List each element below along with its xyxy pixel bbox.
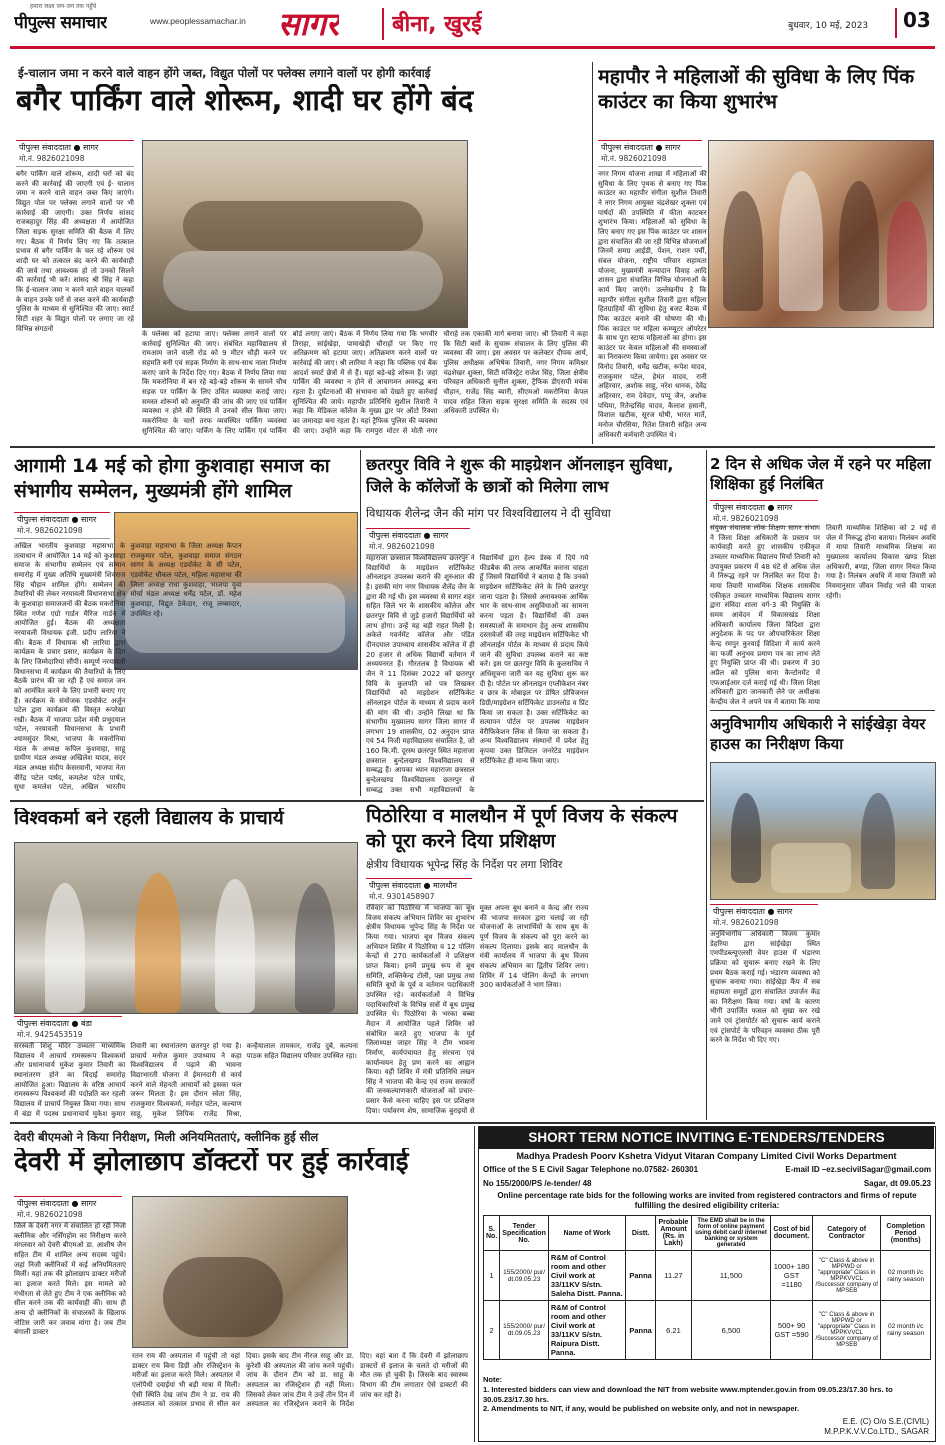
tender-cell: Panna xyxy=(626,1301,656,1360)
tender-table xyxy=(483,1215,931,1360)
story1-body-mid: के फ्लेक्स को हटाया जाए। फ्लेक्स लगाने वालों पर कार्रवाई सुनिश्चित की जाए। संबंधित महाविद्यालय से रामआम जाने वाली रोड को 9 मीटर चौड़ी करने पर सहमति बनी एवं सड़क निर्माण के साथ-साथ नाला निर्माण कराए जाने के निर्देश दिए गए। बैठक में निर्णय लिया गया कि मकरोनिया में बन रहे बड़े-बड़े शोरूम के सामने चौथ सड़क पर पार्किंग के लिए उचित व्यवस्था कराई जाए। समस्त शोरूमों को अनुमति की जांच की जाए एवं पार्किंग व्यवस्था न होने की स्थिति में उनको सील किया जाए। मकरोनिया के चारों तरफ व्यवस्थित पार्किंग व्यवस्था सुनिश्चित की जाए। पार्किंग के लिए पार्किंग एवं पार्किंग बोर्ड लगाए जाएं। बैठक में निर्णय लिया गया कि भगवीर तिराहा, सांईखेड़ा, पामाखेड़ी चौराहों पर किए गए अतिक्रमण को हटाया जाए। अतिक्रमण करने वालों पर कार्रवाई की जाए। श्री लारिया ने कहा कि पब्लिक एवं बैंक आदर्श स्मार्ट छेत्रों में से हैं। यहां बड़े-बड़े शोरूम हैं। जहां पार्किंग की व्यवस्था न होने से आवागमन अवरुद्ध बना रहता है। दुर्घटनाओं की संभावना को देखते हुए कार्रवाई सुनिश्चित की जाये। महापौर प्रतिनिधि सुशील तिवारी ने कहा कि मेडिकल कॉलेज के मुख्य द्वार पर ऑटो रिक्शा का जमावड़ा बना रहता है। यहां ट्रैफिक पुलिस की व्यवस्था की जाए। उन्होंने कहा कि रामपुरा मोटर से मोती नगर चौराहे तक एकाकी मार्ग बनाया जाए। श्री तिवारी ने कहा कि सिटी बसों के सुचारू संचालन के लिए पुलिस की व्यवस्था की जाए। इस अवसर पर कलेक्टर दीपक आर्य, पुलिस अधीक्षक अभिषेक तिवारी, नगर निगम कमिश्नर चंद्रशेखर शुक्ला, सिटी मजिस्ट्रेट राजेश सिंह, जिला क्षेत्रीय परिवहन अधिकारी सुनील शुक्ला, ट्रैफिक डीएसपी मयंक चौहान, राजेंद्र सिंह ब्यारी, सीएमओ मकरोनिया केपल यादव सहित जिला सड़क सुरक्षा समिति के सदस्य एवं अधिकारी उपस्थित थे। xyxy=(142,330,588,435)
story6-reporter: पीपुल्स संवाददाता ● सागर xyxy=(713,907,793,916)
story5-mobile: मो.नं. 9826021098 xyxy=(713,513,779,523)
story2-reporter: पीपुल्स संवाददाता ● सागर xyxy=(601,143,681,152)
story-quack-doctors xyxy=(10,1124,472,1442)
story7-headline: विश्वकर्मा बने रहली विद्यालय के प्राचार्य xyxy=(14,808,284,829)
story4-reporter: पीपुल्स संवाददाता ● सागर xyxy=(369,531,449,540)
story8-headline: पिठोरिया व मालथौन में पूर्ण विजय के संकल्प को पूरा करने दिया प्रशिक्षण xyxy=(366,805,678,853)
rule-v-story4 xyxy=(706,450,707,1120)
tender-cell: "C" Class & above in MPPWD or "appropriate" Class in MPPKVVCL /Successor company of MPSEB xyxy=(813,1301,881,1360)
tender-cell: 1 xyxy=(484,1251,500,1301)
tender-col-amount: Probable Amount (Rs. in Lakh) xyxy=(656,1216,692,1251)
story2-body: नगर निगम योजना शाखा में महिलाओं की सुविधा के लिए पृथक से बनाए गए पिंक काउंटर का महापौर संगीता सुशील तिवारी ने नगर निगम आयुक्त चंद्रशेखर शुक्ला एवं पार्षदों की उपस्थिति में फीता काटकर शुभारंभ किया। महिलाओं को सुविधा के लिए बनाए गए इस पिंक काउंटर पर शासन द्वारा संचालित की जा रही विभिन्न योजनाओं जिनमें समग्र आईडी, पेंशन, राशन पर्ची, संबल योजना, राष्ट्रीय परिवार सहायता योजना, मुख्यमंत्री कन्यादान विवाह आदि शासन द्वारा संचालित विभिन्न योजनाओं के कार्य किए जाएंगे। उल्लेखनीय है कि महापौर संगीता सुशील तिवारी द्वारा महिला हितग्राहियों की सुविधा हेतु बजट बैठक में पिंक काउंटर बनाने की घोषणा की थी। पिंक काउंटर पर महिला कम्प्यूटर ऑपरेटर के साथ पूरा स्टाफ महिलाओं का होगा। इस काउंटर पर केवल महिलाओं की समस्याओं का निराकरण किया जायेगा। इस अवसर पर विनोद तिवारी, धर्मेंद्र खटीक, रूपेश यादव, राजकुमार पटेल, हेमंत यादव, रानी अहिरवार, अशोक साहू, नरेश धानक, देवेंद्र अहिरवार, राम देवेदार, पप्पू जैन, अशोक पथिया, रितेन्द्रसिंह यादव, कैलाश हसानी, विशाल खटीक, सूरज घोषी, भारत मार्ते, मनोज चौरसिया, रितेश तिवारी सहित अन्य अधिकारी कर्मचारी उपस्थित थे। xyxy=(598,170,707,439)
tender-note-title: Note: xyxy=(483,1375,503,1384)
story9-byline xyxy=(14,1196,122,1223)
story6-headline: अनुविभागीय अधिकारी ने सांईखेड़ा वेयर हाउस का निरीक्षण किया xyxy=(710,715,926,754)
tender-cell: 500+ 90 GST =590 xyxy=(771,1301,813,1360)
story4-body: महाराजा छत्रसाल विश्वविद्यालय छतरपुर ने विद्यार्थियों के माइग्रेशन सर्टिफिकेट ऑनलाइन उपलब्ध कराने की शुरुआत की है। इसकी मांग नगर विधायक शैलेंद्र जैन के द्वारा की गई थी। इस व्यवस्था से सागर शहर सहित जिले भर के शासकीय कॉलेज और छतरपुर विवि से जुड़े हजारों विद्यार्थियों को लाभ होगा। उन्हें यह बड़ी राहत मिली है। अकेले गवर्नमेंट कॉलेज और पंडित दीनदयाल उपाध्याय शासकीय कॉलेज में ही 20 हजार से अधिक विद्यार्थी वर्तमान में अध्ययनरत हैं। गौरतलब है विधायक श्री जैन ने 11 दिसंबर 2022 को छतरपुर विवि के कुलपति को पत्र लिखकर विद्यार्थियों को माइग्रेशन सर्टिफिकेट ऑनलाइन पोर्टल के माध्यम से प्रदाय करने की मांग की थी। उन्होंने लिखा था कि संभागीय मुख्यालय सागर जिला सागर में लगभग 19 शासकीय, 02 अनुदान प्राप्त एवं 54 निजी महाविद्यालय संचालित है, जो 160 कि.मी. दूरस्थ छतरपुर स्थित महाराजा छत्रसाल बुन्देलखण्ड विश्वविद्यालय से सम्बद्ध हैं। आपका ध्यान महाराजा छत्रसाल बुन्देलखण्ड विश्वविद्यालय छतरपुर से सम्बद्ध उक्त सभी महाविद्यालयों के विद्यार्थियों द्वारा हेल्प डेस्क में दिये गये फीडबैक की तरफ आकर्षित कराना चाहता हूँ जिसमें विद्यार्थियों ने बताया है कि उनको माइग्रेशन सर्टिफिकेट लेने के लिये छतरपुर जाना पड़ता है। जिससे अनावश्यक आर्थिक भार के साथ-साथ असुविधाओं का सामना करना पड़ता है। विद्यार्थियों की उक्त समस्याओं के समाधान हेतु अन्य शासकीय दस्तावेजों की तरह माइग्रेशन सर्टिफिकेट भी ऑनलाईन पोर्टल के माध्यम से प्रदाय किये जाने की सुविधा उपलब्ध कराने का कष्ट करें। इस पर छतरपुर विवि के कुलसचिव ने अधिसूचना जारी कर यह सुविधा शुरू कर दी है। पोर्टल पर ऑनलाइन एप्लीकेशन नंबर व छात्र के मोबाइल पर प्रेषित प्रोविजनल डिग्री/माइग्रेशन सर्टिफिकेट डाउनलोड व प्रिंट किया जा सकता है। उक्त सर्टिफिकेट का सत्यापन पोर्टल पर उपलब्ध माइग्रेशन वेरीफिकेशन लिंक से किया जा सकता है। अन्य विश्वविद्यालय संस्थानों में प्रवेश हेतु कृपया उक्त डिजिटल जनरेटेड माइग्रेशन सर्टिफिकेट ही मान्य किया जाए। xyxy=(366,554,589,794)
tender-row xyxy=(484,1251,931,1301)
story7-body: सरस्वती शिशु मंदिर उच्चतर माध्यमिक विद्यालय में आचार्य रामस्वरूप विश्वकर्मा और प्रधानाचार्य मुकेश कुमार तिवारी का स्थानांतरण होने का विदाई समारोह आयोजित हुआ। विद्यालय के वरिष्ठ आचार्य रामस्वरूप विश्वकर्मा की पदोन्नति कर रहली विद्यालय में प्राचार्य नियुक्त किया गया। साथ में बंडा में पदस्थ प्रधानाचार्य मुकेश कुमार तिवारी का स्थानांतरण छतरपुर हो गया है। प्राचार्य मनोज कुमार उपाध्याय ने कहा विश्वविद्यालय में पढ़ाने की भावना विद्याभारती योजना में ईमानदारी से कार्य करने वाले मेहनती आचार्यों को इसका फल जरूर मिलता है। इस दौरान स्वेता सिंह, राजकुमार विश्वकर्मा, मनोहर पटेल, कल्याण साहू, मुकेश लिपिक राजेंद्र मिश्रा, कन्हैयालाल तामकार, राजेंद्र दुबे, कल्पना पाठक सहित विद्यालय परिवार उपस्थित रहा। xyxy=(14,1042,358,1118)
tender-intro: Online percentage rate bids for the following works are invited from registered contractors and firms of repute fulfilling the desired eligibility criteria: xyxy=(497,1191,917,1210)
tender-company: Madhya Pradesh Poorv Kshetra Vidyut Vitaran Company Limited Civil Works Department xyxy=(516,1151,897,1161)
rule-h-story5 xyxy=(710,710,935,711)
story-parking-showroom xyxy=(10,58,590,444)
story3-reporter: पीपुल्स संवाददाता ● सागर xyxy=(17,515,97,524)
tender-cell: 6.21 xyxy=(656,1301,692,1360)
tender-cell: "C" Class & above in MPPWD or "appropriate" Class in MPPKVVCL /Successor company of MPSEB xyxy=(813,1251,881,1301)
rule-v-story1 xyxy=(592,62,593,444)
story4-byline xyxy=(366,528,470,555)
story9-reporter: पीपुल्स संवाददाता ● सागर xyxy=(17,1199,97,1208)
tender-notes xyxy=(483,1375,931,1414)
edition-date: बुधवार, 10 मई, 2023 xyxy=(788,21,869,31)
website-link[interactable]: www.peoplessamachar.in xyxy=(150,16,246,26)
tender-cell: 02 month i/c rainy season xyxy=(881,1301,931,1360)
tender-notice xyxy=(478,1126,936,1442)
story5-byline xyxy=(710,500,818,527)
story8-subhead: क्षेत्रीय विधायक भूपेन्द्र सिंह के निर्देश पर लगा शिविर xyxy=(366,859,563,871)
story-warehouse-inspection xyxy=(710,712,936,1120)
story-vishwakarma-principal xyxy=(10,802,358,1120)
tender-col-distt: Distt. xyxy=(626,1216,656,1251)
city-title: सागर xyxy=(278,5,340,43)
tender-signature xyxy=(824,1417,929,1438)
tender-note-2: 2. Amendments to NIT, if any, would be published on website only, and not in newspaper. xyxy=(483,1404,800,1414)
story1-reporter: पीपुल्स संवाददाता ● सागर xyxy=(19,143,99,152)
tender-col-emd: The EMD shall be in the form of online payment using debit card/ internet banking or system generated xyxy=(691,1216,770,1251)
story8-byline xyxy=(366,878,472,905)
story9-body-left: जिले के देवरी नगर में संचालित हो रही निजी क्लीनिक और नर्सिंगहोम का निरीक्षण करने मंगलवार को देवरी बीएमओ डा. आशीष जैन सहित टीम में शामिल अन्य सदस्य पहुंचे। जहां निजी क्लीनिकों में कई अनियमितताएं मिलीं। यहां तक की झोलाछाप डाक्टर मरीजों का इलाज करते मिले। इस मामले को गंभीरता से लेते हुए टीम ने एक क्लीनिक को सील करने तक की कार्यवाही की। साथ ही अन्य दो क्लीनिकों के संचालकों के खिलाफ नोटिस जारी कर जवाब मांगा है। जब टीम बंगाली डाक्टर xyxy=(14,1222,126,1337)
tender-table-wrap xyxy=(483,1215,931,1360)
story8-body: रविवार को पिठोरिया में भाजपा का बूथ विजय संकल्प अभियान शिविर का शुभारंभ क्षेत्रीय विधायक भूपेन्द्र सिंह के निर्देश पर किया गया। भाजपा बूथ विजय संकल्प अभियान शिविर में पिठोरिया व 12 पोलिंग केन्द्रों से 270 कार्यकर्ताओं ने प्रशिक्षण प्राप्त किया। इनमें प्रमुख रूप से बूथ समिति, शक्तिकेन्द्र टोली, पन्ना प्रमुख तथा समिति बूथों के पूर्व व वर्तमान पदाधिकारी उपस्थित रहे। कार्यकर्ताओं ने विभिन्न पदाधिकारियों के विभिन्न सत्रों में बूथ प्रमुख उपस्थित थे। पिठोरिया के भरका बब्बा मैदान में आयोजित पहले शिविर को संबोधित करते हुए भाजपा के पूर्व जिलाध्यक्ष जाहर सिंह ने टीम भावना निर्माण, कार्यपंचायत हेतु संरचना एवं कार्यान्वयन हेतु प्रण करने का आह्वान किया। वहीं शिविर में मंत्री प्रतिनिधि लखन सिंह ने भाजपा की केन्द्र एवं राज्य सरकारों की जनकल्याणकारी योजनाओं को प्रचार-प्रसार कैसे करना चाहिए इस पर प्रशिक्षण दिया। पर्यावरण शेष, सामाजिक बुराइयों से मुक्त अपना बूथ बनाने व केन्द्र और राज्य की भाजपा सरकार द्वारा चलाई जा रही योजनाओं के लाभार्थियों के साथ बूथ के पूर्ण विजय के संकल्प को पूरा करने का संकल्प दिलाया। इसके बाद मालथौन के मंत्री कार्यालय में भाजपा के बूथ विजय संकल्प अभियान का द्वितीय शिविर लगा। शिविर में 14 पोलिंग केन्द्रों के लगभग 300 कार्यकर्ताओं ने भाग लिया। xyxy=(366,904,589,1115)
story-migration-online xyxy=(364,450,704,798)
tender-sign-line-2: M.P.P.K.V.V.Co.LTD., SAGAR xyxy=(824,1427,929,1437)
tender-col-sno: S. No. xyxy=(484,1216,500,1251)
story6-warehouse-photo xyxy=(710,762,936,900)
story5-reporter: पीपुल्स संवाददाता ● सागर xyxy=(713,503,793,512)
tender-cell: 155/2000/ pur/ dt.09.05.23 xyxy=(500,1251,549,1301)
story1-mobile: मो.नं. 9826021098 xyxy=(19,153,85,163)
story2-mobile: मो.नं. 9826021098 xyxy=(601,153,667,163)
story-pink-counter xyxy=(596,58,936,444)
tender-cell: Panna xyxy=(626,1251,656,1301)
city-subtitle: बीना, खुरई xyxy=(392,12,482,37)
story9-body-mid: रतन राय की अस्पताल में पहुंची तो वहां डाक्टर राय बिना डिग्री और रजिस्ट्रेशन के मरीजों का इलाज करते मिले। अस्पताल में एलोपैथी दवाईयां भी बड़ी मात्रा में मिलीं। ऐसी स्थिति देख जांच टीम ने डा. राय की अस्पताल को तत्काल प्रभाव से सील कर दिया। इसके बाद टीम नीरज साहू और डा. कुरेशी की अस्पताल की जांच करने पहुंची। जांच के दौरान टीम को डा. साहू के अस्पताल का रजिस्ट्रेशन ही नहीं मिला। जिसको लेकर जांच टीम ने उन्हें तीन दिन में अस्पताल का रजिस्ट्रेशन कराने के निर्देश दिए। वहां बता दें कि देवरी में झोलाछाप डाक्टरों से इलाज के चलते दो मरीजों की मौत तक हो चुकी है। जिसके बाद स्वास्थ्य विभाग की टीम लगातार ऐसे डाक्टरों की जांच कर रही है। xyxy=(132,1352,468,1409)
newspaper-logo: पीपुल्स समाचार xyxy=(14,13,107,33)
story4-mobile: मो.नं. 9826021098 xyxy=(369,541,435,551)
story3-headline: आगामी 14 मई को होगा कुशवाहा समाज का संभागीय सम्मेलन, मुख्यमंत्री होंगे शामिल xyxy=(14,455,330,503)
story9-kicker: देवरी बीएमओ ने किया निरीक्षण, मिली अनियमितताएं, क्लीनिक हुई सील xyxy=(14,1130,319,1144)
story1-kicker: ई-चालान जमा न करने वाले वाहन होंगे जब्त, विद्युत पोलों पर फ्लेक्स लगाने वालों पर होगी कार्रवाई xyxy=(18,66,431,80)
story7-byline xyxy=(14,1016,122,1043)
tender-col-cost: Cost of bid document. xyxy=(771,1216,813,1251)
story3-byline xyxy=(14,512,110,539)
page-number: 03 xyxy=(895,8,935,38)
story1-byline xyxy=(16,140,134,167)
tender-cell: R&M of Control room and other Civil work at 33/11KV S/stn. Raipura Distt. Panna. xyxy=(548,1301,625,1360)
tender-cell: 11,500 xyxy=(691,1251,770,1301)
tender-cell: 155/2000/ pur/ dt.09.05.23 xyxy=(500,1301,549,1360)
story1-body-left: बगैर पार्किंग वाले शोरूम, शादी घरों को बंद करने की कार्रवाई की जाएगी एवं ई- चालान जमा न करने वाले वाहन जब्त किए जाएंगे। विद्युत पोल पर फ्लेक्स लगाने वालों पर भी कार्रवाई की जाएगी। उक्त निर्णय सांसद राजबहादुर सिंह की अध्यक्षता में आयोजित जिला सड़क सुरक्षा समिति की बैठक में लिए गए। बैठक में निर्णय लिए गए कि तत्काल प्रभाव से बगैर पार्किंग के चल रहे शोरूम एवं शादी घर को तत्काल बंद करने की कार्यवाही की जावे तथा आवश्यक हो तो उनको सिलने की कार्रवाई भी करें। सांसद श्री सिंह ने कहा कि ई-चालान जमा न करने वाले वाहन चालकों के वाहन उनके घरों से जब्त करने की कार्यवाही पुलिस के माध्यम से सुनिश्चित की जाए। स्मार्ट सिटी शहर के विद्युत पोलों पर लगाए जा रहे विभिन्न संगठनों xyxy=(16,170,134,333)
tender-col-work: Name of Work xyxy=(548,1216,625,1251)
story9-headline: देवरी में झोलाछाप डॉक्टरों पर हुई कार्रवाई xyxy=(14,1148,409,1177)
tender-col-period: Completion Period (months) xyxy=(881,1216,931,1251)
story-kushwaha-sammelan xyxy=(10,450,358,798)
tender-cell: 02 month i/c rainy season xyxy=(881,1251,931,1301)
story4-headline: छतरपुर विवि ने शुरू की माइग्रेशन ऑनलाइन सुविधा, जिले के कॉलेजों के छात्रों को मिलेगा लाभ xyxy=(366,455,674,496)
story8-mobile: मो.नं. 9301458907 xyxy=(369,891,435,901)
story1-meeting-photo xyxy=(142,140,468,328)
tender-cell: 6,500 xyxy=(691,1301,770,1360)
tender-note-1: 1. Interested bidders can view and download the NIT from website www.mptender.gov.in from 09.05.23/17.30 hrs. to 30.05.23/17.30 hrs. xyxy=(483,1384,893,1404)
story8-reporter: पीपुल्स संवाददाता ● मालथौन xyxy=(369,881,457,890)
tender-col-category: Category of Contractor xyxy=(813,1216,881,1251)
tender-cell: 2 xyxy=(484,1301,500,1360)
rule-h-1 xyxy=(10,446,935,448)
story3-mobile: मो.नं. 9826021098 xyxy=(17,525,83,535)
tender-email: E-mail ID –ez.secivilSagar@gmail.com xyxy=(785,1165,931,1174)
story7-farewell-photo xyxy=(14,842,358,1014)
story-booth-vijay-training xyxy=(364,802,704,1120)
rule-v-story3 xyxy=(360,450,361,796)
tender-sign-line-1: E.E. (C) O/o S.E.(CIVIL) xyxy=(842,1417,929,1426)
tender-ref: No 155/2000/PS /e-tender/ 48 xyxy=(483,1179,592,1188)
rule-v-story9 xyxy=(474,1126,475,1442)
story9-mobile: मो.नं. 9826021098 xyxy=(17,1209,83,1219)
story4-subhead: विधायक शैलेन्द्र जैन की मांग पर विश्वविद्यालय ने दी सुविधा xyxy=(366,506,611,520)
story5-body: संयुक्त संचालक लोक शिक्षण सागर संभाग ने जिला शिक्षा अधिकारी के प्रस्ताव पर कार्यवाही करते हुए शासकीय एकीकृत उच्चतर माध्यमिक विद्यालय मिर्चा तिवारी को उपायुक्त प्रकरण में 48 घंटे से अधिक जेल में निरूद्ध रहने पर निलंबित कर दिया है। माया तिवारी माध्यमिक शिक्षक शासकीय एकीकृत उच्चतर माध्यमिक विद्यालय सागर द्वारा संविदा शाला वर्ग-3 की नियुक्ति के समय आवेदन में विकासखंड शिक्षा अधिकारी कार्यालय जिला विदिशा द्वारा अनुदेशक के पद पर औपचारिकेतर शिक्षा केन्द्र रमपुर कुरवाई विदिशा में कार्य करने का फर्जी अनुभव प्रमाण पत्र का लाभ लेते हुए नियुक्ति प्राप्त की थी। प्रकरण में 30 अप्रैल को पुलिस थाना कैन्टोनमेंट में एफआईआर दर्ज कराई गई थी। जिला शिक्षा अधिकारी द्वारा जानकारी लेने पर अधीक्षक केन्द्रीय जेल ने अपने पत्र में बताया कि माया तिवारी माध्यमिक शिक्षिका को 2 मई से जेल में निरूद्ध होना बताया। निलंबन अवधि में माया तिवारी माध्यमिक शिक्षक का मुख्यालय कार्यालय विकास खण्ड शिक्षा अधिकारी, बण्डा, जिला सागर नियत किया गया है। निलंबन अवधि में माया तिवारी को नियमानुसार जीवन निर्वाह भत्ते की पात्रता रहेगी। xyxy=(710,524,936,706)
story1-headline: बगैर पार्किंग वाले शोरूम, शादी घर होंगे बंद xyxy=(16,84,474,117)
tender-row xyxy=(484,1301,931,1360)
story3-body: अखिल भारतीय कुशवाहा महासभा के तत्वाधान में आयोजित 14 मई को कुशवाहा समाज के संभागीय सम्मेलन एवं सम्मान समारोह में मुख्य अतिथि मुख्यमंत्री शिवराज सिंह चौहान शामिल होंगे। सम्मेलन की तैयारियों की लेकर नरयावली विधानसभा क्षेत्र के कुशवाहा समाजजनों की बैठक मकरोनिया स्थित गणेश एग्रो गार्डन मैरिज गार्डन में आयोजित हुई। बैठक की अध्यक्षता नरयावली विधायक इंजी. प्रदीप लारिया ने की। बैठक में विधायक श्री लारिया द्वारा कार्यक्रम के प्रचार प्रसार, कार्यक्रम के दिन के लिए जिम्मेदारियां सौंपी। सम्पूर्ण नरयावली विधानसभा में कार्यक्रम की तैयारियों के लिए बैठकें प्रारंभ की जा रही हैं एवं समाज जन को आमंत्रित करने के लिए प्रभारी बनाए गए हैं। कार्यक्रम के संयोजक एडवोकेट अर्जुन पटेल द्वारा कार्यक्रम की विस्तृत रूपरेखा रखी। बैठक में भाजपा प्रदेश मंत्री प्रभुदयाल पटेल, नरयावली विधानसभा के प्रभारी श्यामसुंदर मिश्रा, भाजपा के मकरोनिया मंडल के अध्यक्ष कपिल कुशवाहा, साहू ग्रामीण मंडल अध्यक्ष अखिलेश यादव, सदर मंडल अध्यक्ष संदीप केसरवानी, भाजपा नेता वीरेंद्र पटेल पार्षद, कमलेश पटेल पार्षद, सुधा कमलेश पटेल, अखिल भारतीय कुशवाहा महासभा के जिला अध्यक्ष कैप्टन राजकुमार पटेल, कुशवाहा समाज संगठन सागर के अध्यक्ष एडवोकेट के सी पटेल, एडवोकेट धौकल पटेल, महिला महासभा की जिला अध्यक्ष राधा कुशवाहा, भाजपा युवा मोर्चा मंडल अध्यक्ष धर्मेंद्र पटेल, डॉ. महेश कुशवाहा, विद्युत ठेकेदार, राजू लम्बरदार, उपस्थित रहे। xyxy=(14,542,242,792)
story6-body: अनुविभागीय अधिकारी विजय कुमार डेहरिया द्वारा सांईखेड़ा स्थित एमपीडब्ल्यूएलसी वेयर हाउस में भंडारण प्रक्रिया को सुचारू बनाए रखने के लिए प्रथम बैठक कराई गई। भंडारण व्यवस्था को सुचारू बनाया गया। सांईखेड़ा कैंप में सब सहायता समूहों द्वारा संचालित उपार्जन केंद्र का निरीक्षण किया गया। वर्षा के कारण भीगी उपार्जित फसल को सुखा कर रखे जाने एवं ट्रांसपोर्टर को सुचारू कार्य कराने एवं ट्रांसपोर्ट के परिवहन व्यवस्था ठीक पूरी करने के निर्देश भी दिए गए। xyxy=(710,930,820,1045)
masthead-rule xyxy=(10,46,935,49)
tender-header-row xyxy=(484,1216,931,1251)
tender-title: SHORT TERM NOTICE INVITING E-TENDERS/TENDERS xyxy=(479,1127,934,1149)
story6-mobile: मो.नं. 9826021098 xyxy=(713,917,779,927)
tender-cell: R&M of Control room and other Civil work at 33/11KV S/stn. Saleha Distt. Panna. xyxy=(548,1251,625,1301)
story6-byline xyxy=(710,904,818,931)
tender-cell: 1000+ 180 GST =1180 xyxy=(771,1251,813,1301)
story2-headline: महापौर ने महिलाओं की सुविधा के लिए पिंक काउंटर का किया शुभारंभ xyxy=(598,65,915,114)
story9-clinic-photo xyxy=(132,1196,348,1348)
story5-headline: 2 दिन से अधिक जेल में रहने पर महिला शिक्षिका हुई निलंबित xyxy=(710,455,931,494)
story7-reporter: पीपुल्स संवाददाता ● बंडा xyxy=(17,1019,92,1028)
tender-col-spec: Tender Specification No. xyxy=(500,1216,549,1251)
tender-office: Office of the S E Civil Sagar Telephone no.07582- 260301 xyxy=(483,1165,699,1174)
masthead xyxy=(0,0,945,58)
city-divider xyxy=(382,8,384,40)
tender-cell: 11.27 xyxy=(656,1251,692,1301)
story7-mobile: मो.नं. 9425453519 xyxy=(17,1029,83,1039)
masthead-tagline: हमारा लक्ष्य जन-जन तक पहुँचे xyxy=(30,3,97,10)
story2-byline xyxy=(598,140,702,167)
tender-ref-date: Sagar, dt 09.05.23 xyxy=(863,1179,931,1188)
story-teacher-suspended xyxy=(710,450,936,708)
